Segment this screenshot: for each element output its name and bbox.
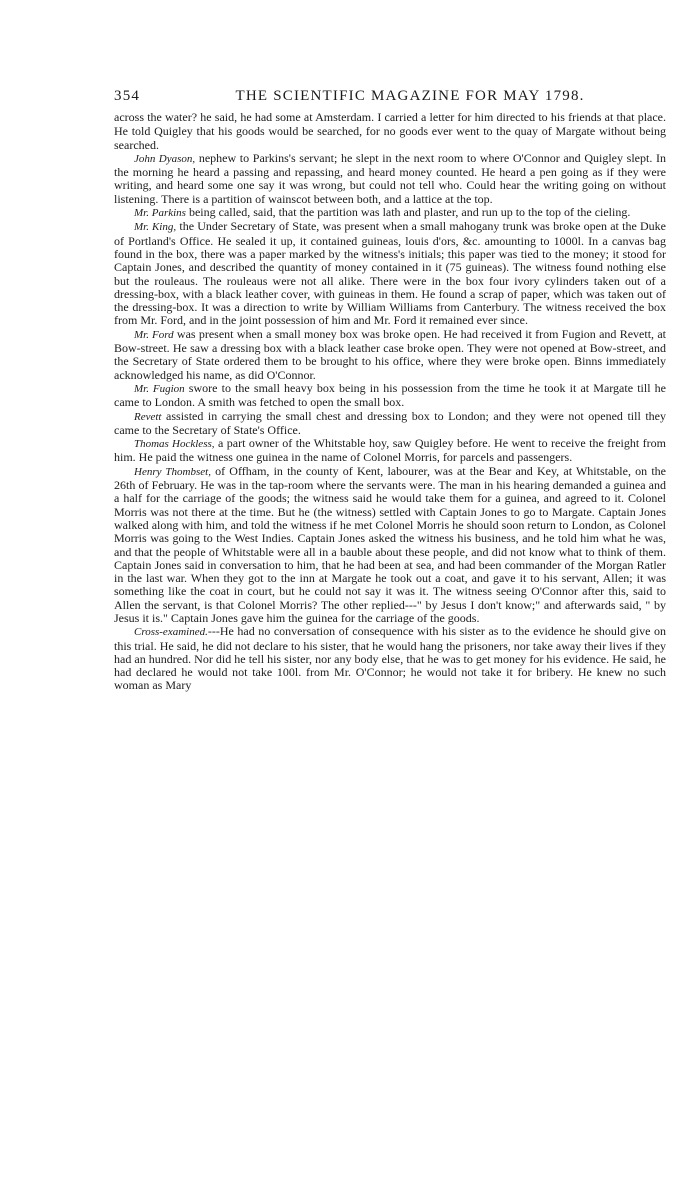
paragraph-text: a part owner of the Whitstable hoy, saw Quigley before. He went to receive the freight from him. He paid the witness one guinea in the name of Colonel Morris, for parcels and passengers. (114, 436, 667, 465)
speaker-name: Mr. Parkins (134, 207, 186, 220)
paragraph-text: being called, said, that the partition was lath and plaster, and run up to the top of the cieling. (185, 205, 631, 220)
paragraph-text: the Under Secretary of State, was present when a small mahogany trunk was broke open at the Duke of Portland's Office. He sealed it up, it contained guineas, louis d'ors, &c. amounting to 1000l. In a canvas bag found in the box, there was a paper marked by the witness's initials; this paper was tied to the money; it stood for Captain Jones, and described the quantity of money contained in it (75 guineas). The witness found nothing else but the rouleaus. The rouleaus were not all alike. There were in the box four ivory cylinders taken out of a dressing-box, with a black leather cover, with guineas in them. He found a scrap of paper, which was taken out of the dressing-box. It was a direction to write by William Williams from Canterbury. The witness received the box from Mr. Ford, and in the joint possession of him and Mr. Ford it remained ever since. (114, 219, 667, 328)
paragraph (114, 625, 666, 692)
paragraph (114, 111, 666, 152)
speaker-name: Revett (134, 410, 162, 423)
paragraph-text: assisted in carrying the small chest and dressing box to London; and they were not opened till they came to the Secretary of State's Office. (114, 408, 666, 437)
article-body (114, 111, 666, 693)
paragraph-text: nephew to Parkins's servant; he slept in the next room to where O'Connor and Quigley slept. In the morning he heard a passing and repassing, and heard money counted. He heard a pen going as if they were writing, and heard some one say it was wrong, but could not tell who. Could hear the writing going on without listening. There is a partition of wainscot between both, and a lattice at the top. (114, 150, 666, 206)
speaker-name: Henry Thombset, (134, 465, 211, 478)
paragraph (114, 465, 666, 626)
page-number: 354 (114, 88, 141, 104)
speaker-name: Cross-examined. (134, 626, 208, 639)
paragraph (114, 328, 666, 382)
running-head (114, 88, 666, 105)
paragraph (114, 220, 666, 327)
paragraph-text: across the water? he said, he had some at Amsterdam. I carried a letter for him directed to his friends at that place. He told Quigley that his goods would be searched, for no goods ever went to the quay of Margate without being searched. (114, 110, 666, 152)
paragraph (114, 206, 666, 220)
paragraph-text: ---He had no conversation of consequence with his sister as to the evidence he should give on this trial. He said, he did not declare to his sister, that he would hang the prisoners, nor take away their lives if they had an hundred. Nor did he tell his sister, nor any body else, that he was to get money for his evidence. He said, he had declared he would not take 100l. from Mr. O'Connor; he would not take it for bribery. He knew no such woman as Mary (114, 624, 666, 693)
paragraph-text: of Offham, in the county of Kent, labourer, was at the Bear and Key, at Whitstable, on the 26th of February. He was in the tap-room where the servants were. The man in his hearing demanded a guinea and a half for the carriage of the goods; the witness said he would take them for a guinea, and agreed to it. Colonel Morris was not there at the time. But he (the witness) settled with Captain Jones to go to Margate. Captain Jones walked along with him, and told the witness if he met Colonel Morris he should soon return to London, as Colonel Morris was going to the West Indies. Captain Jones asked the witness his business, and he told him what he was, and that the people of Whitstable were all in a bauble about these people, and did not know what to think of them. Captain Jones said in conversation to him, that he had been at sea, and had been commander of the Morgan Ratler in the last war. When they got to the inn at Margate he took out a coat, and gave it to his servant, Allen; it was something like the coat in court, but he could not say it was it. The witness seeing O'Connor after this, said to Allen the servant, is that Colonel Morris? The other replied---" by Jesus I don't know;" and afterwards said, " by Jesus it is." Captain Jones gave him the guinea for the carriage of the goods. (114, 463, 666, 625)
speaker-name: Thomas Hockless, (134, 438, 215, 451)
speaker-name: Mr. Fugion (134, 382, 185, 395)
magazine-page (114, 88, 666, 693)
speaker-name: Mr. Ford (134, 328, 174, 341)
paragraph (114, 410, 666, 438)
paragraph-text: swore to the small heavy box being in his possession from the time he took it at Margate till he came to London. A smith was fetched to open the small box. (114, 380, 666, 410)
paragraph (114, 437, 666, 465)
paragraph-text: was present when a small money box was broke open. He had received it from Fugion and Revett, at Bow-street. He saw a dressing box with a black leather case broke open. They were not opened at Bow-street, and the Secretary of State ordered them to be brought to his office, where they were broke open. Binns immediately acknowledged his name, as did O'Connor. (114, 326, 666, 382)
speaker-name: Mr. King, (134, 221, 177, 234)
speaker-name: John Dyason, (134, 152, 196, 165)
paragraph (114, 152, 666, 206)
running-title: THE SCIENTIFIC MAGAZINE FOR MAY 1798. (235, 88, 585, 104)
paragraph (114, 382, 666, 410)
